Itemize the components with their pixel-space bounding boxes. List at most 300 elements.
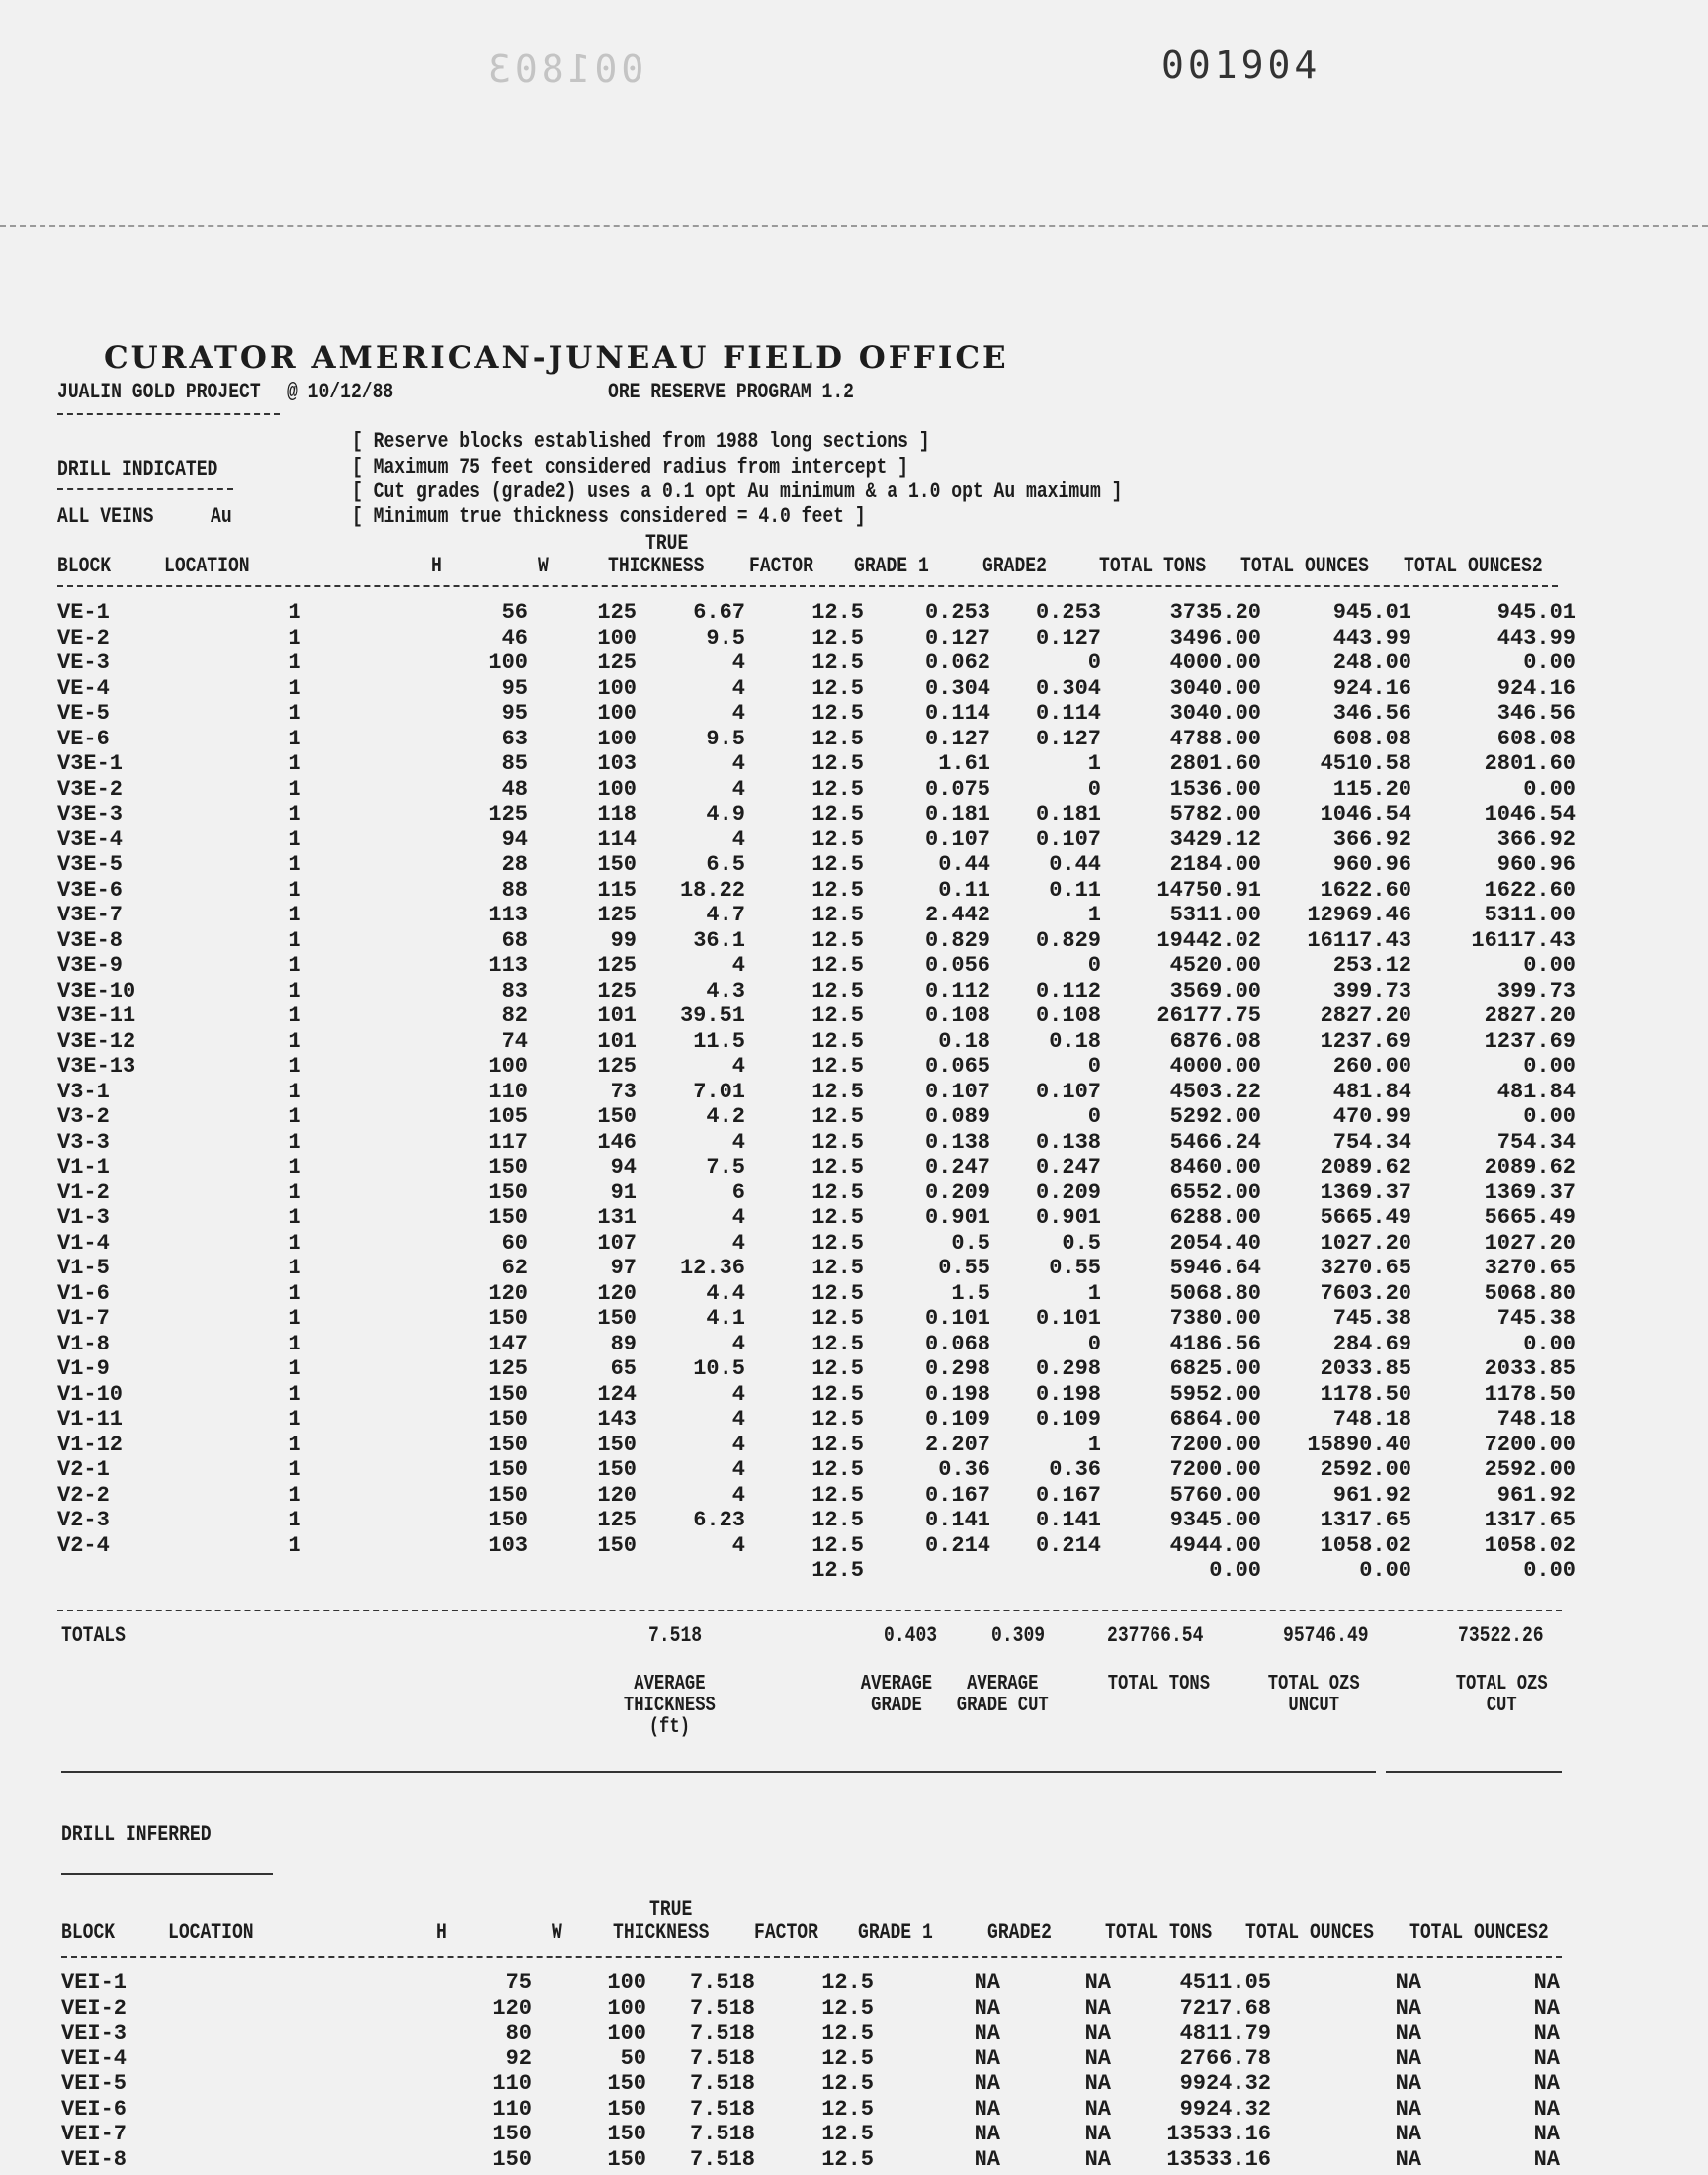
- report-date: @ 10/12/88: [287, 380, 394, 404]
- cell-location: 1: [288, 1482, 301, 1508]
- cell-thickness: 4: [731, 751, 745, 776]
- cell-factor: 12.5: [811, 1205, 864, 1230]
- cell-location: 1: [288, 1028, 301, 1054]
- cell-total-ounces2: 960.96: [1496, 852, 1576, 877]
- cell-h: 113: [488, 903, 528, 927]
- cell-grade2: NA: [1084, 1995, 1111, 2021]
- indicated-table: [57, 600, 1576, 1584]
- cell-total-tons: 3040.00: [1169, 701, 1261, 726]
- cell-w: 150: [607, 2146, 646, 2172]
- cell-h: 150: [488, 1508, 528, 1532]
- cell-factor: 12.5: [811, 1532, 864, 1558]
- cell-thickness: 4.7: [706, 903, 745, 927]
- cell-total-tons: 19442.02: [1156, 927, 1261, 953]
- cell-location: 1: [288, 953, 301, 978]
- cell-thickness: 6: [731, 1179, 745, 1205]
- cell-thickness: 4: [731, 776, 745, 802]
- cell-total-ounces: 2033.85: [1320, 1356, 1411, 1381]
- cell-block: V3E-12: [57, 1028, 136, 1054]
- metal-label: Au: [211, 504, 232, 529]
- cell-w: 89: [610, 1331, 637, 1356]
- cell-location: 1: [288, 1003, 301, 1028]
- cell-total-ounces2: NA: [1533, 1995, 1560, 2021]
- table-row: [57, 777, 1576, 803]
- cell-factor: 12.5: [811, 1331, 864, 1356]
- cell-grade1: 0.209: [924, 1179, 990, 1205]
- cell-thickness: 7.518: [689, 1970, 755, 1995]
- cell-h: 92: [505, 2045, 532, 2071]
- col-h: H: [431, 554, 442, 578]
- cell-total-ounces2: 0.00: [1523, 651, 1576, 675]
- cell-h: 95: [501, 675, 528, 701]
- cell-grade2: NA: [1084, 2096, 1111, 2122]
- cell-total-ounces2: 1027.20: [1484, 1230, 1576, 1256]
- cell-grade1: 1.61: [938, 751, 990, 776]
- cell-block: V1-6: [57, 1280, 110, 1306]
- cell-w: 101: [597, 1028, 637, 1054]
- cell-location: 1: [288, 1457, 301, 1482]
- cell-total-tons: 9924.32: [1179, 2071, 1271, 2096]
- cell-w: 125: [597, 903, 637, 927]
- cell-location: 1: [288, 600, 301, 625]
- col-total-ounces2: TOTAL OUNCES2: [1404, 554, 1543, 578]
- cell-location: 1: [288, 826, 301, 852]
- cell-total-tons: 2801.60: [1169, 751, 1261, 776]
- cell-location: 1: [288, 903, 301, 927]
- table-row: [57, 878, 1576, 904]
- cell-total-ounces: 961.92: [1332, 1482, 1411, 1508]
- cell-grade2: 0.247: [1035, 1155, 1101, 1179]
- page-fold-line: [0, 225, 1708, 227]
- cell-thickness: 4: [731, 1331, 745, 1356]
- col-factor: FACTOR: [749, 554, 813, 578]
- cell-w: [528, 1558, 637, 1584]
- cell-total-ounces: 2089.62: [1320, 1155, 1411, 1179]
- cell-total-ounces2: NA: [1533, 2021, 1560, 2045]
- inferred-underline: [61, 1873, 273, 1875]
- cell-total-ounces2: 1317.65: [1484, 1508, 1576, 1532]
- cell-grade2: NA: [1084, 2021, 1111, 2045]
- cell-total-ounces: NA: [1395, 1970, 1421, 1995]
- table-row: [57, 827, 1576, 853]
- cell-block: VE-4: [57, 675, 110, 701]
- cell-thickness: 12.36: [679, 1256, 745, 1280]
- cell-total-ounces2: 924.16: [1496, 675, 1576, 701]
- cell-h: 82: [501, 1003, 528, 1028]
- cell-grade1: NA: [974, 2071, 1000, 2096]
- col-w: W: [538, 554, 549, 578]
- cell-grade1: 0.127: [924, 726, 990, 751]
- cell-factor: 12.5: [811, 903, 864, 927]
- cell-h: 85: [501, 751, 528, 776]
- cell-block: V3-2: [57, 1104, 110, 1129]
- cell-location: 1: [288, 1129, 301, 1155]
- cell-factor: 12.5: [811, 1054, 864, 1079]
- cell-location: [166, 1558, 423, 1584]
- cell-total-tons: 3569.00: [1169, 978, 1261, 1003]
- table-row: [57, 953, 1576, 979]
- cell-block: VE-3: [57, 651, 110, 675]
- cell-total-ounces2: 2033.85: [1484, 1356, 1576, 1381]
- cell-grade1: 0.11: [938, 877, 990, 903]
- cell-thickness: 4: [731, 701, 745, 726]
- cell-total-ounces2: 0.00: [1523, 776, 1576, 802]
- cell-location: 1: [288, 701, 301, 726]
- cell-factor: 12.5: [811, 826, 864, 852]
- cell-thickness: [637, 1558, 745, 1584]
- cell-block: V1-9: [57, 1356, 110, 1381]
- cell-h: 103: [488, 1532, 528, 1558]
- cell-total-tons: 7380.00: [1169, 1306, 1261, 1331]
- cell-thickness: 4: [731, 826, 745, 852]
- cell-total-ounces2: NA: [1533, 2146, 1560, 2172]
- table-row: [57, 751, 1576, 777]
- totals-avg-grade: 0.403: [884, 1623, 938, 1648]
- table-row: [57, 1281, 1576, 1307]
- cell-block: VEI-3: [61, 2021, 128, 2045]
- cell-location: [170, 2097, 427, 2123]
- note-line: [ Minimum true thickness considered = 4.0 feet ]: [352, 504, 866, 529]
- totals-label: TOTALS: [61, 1623, 126, 1648]
- cell-h: 150: [492, 2146, 532, 2172]
- cell-w: 124: [597, 1381, 637, 1407]
- cell-location: 1: [288, 1205, 301, 1230]
- cell-block: V1-11: [57, 1407, 124, 1432]
- table-row: [61, 1996, 1560, 2022]
- cell-thickness: 11.5: [693, 1028, 745, 1054]
- cell-total-ounces2: 748.18: [1496, 1407, 1576, 1432]
- cell-total-tons: 4186.56: [1169, 1331, 1261, 1356]
- cell-grade1: 0.138: [924, 1129, 990, 1155]
- cell-thickness: 18.22: [679, 877, 745, 903]
- note-line: [ Maximum 75 feet considered radius from intercept ]: [352, 455, 908, 479]
- cell-w: 100: [607, 1995, 646, 2021]
- cell-h: 80: [505, 2021, 532, 2045]
- caption-avg-thickness: AVERAGE THICKNESS (ft): [623, 1673, 716, 1739]
- cell-h: 117: [488, 1129, 528, 1155]
- cell-block: V1-8: [57, 1331, 110, 1356]
- cell-block: VE-5: [57, 701, 110, 726]
- cell-w: 146: [597, 1129, 637, 1155]
- cell-h: 110: [488, 1079, 528, 1104]
- cell-block: V3E-11: [57, 1003, 136, 1028]
- cell-total-tons: 5946.64: [1169, 1256, 1261, 1280]
- cell-total-ounces: 924.16: [1332, 675, 1411, 701]
- table-row: [57, 1558, 1576, 1584]
- cell-grade2: 0.107: [1035, 1079, 1101, 1104]
- cell-grade2: 0.18: [1049, 1028, 1101, 1054]
- cell-thickness: 7.518: [689, 2146, 755, 2172]
- table-row: [57, 1080, 1576, 1105]
- table-row: [57, 1332, 1576, 1357]
- cell-grade1: NA: [974, 2021, 1000, 2045]
- cell-location: 1: [288, 1532, 301, 1558]
- col-thickness: THICKNESS: [613, 1920, 710, 1945]
- cell-total-ounces: 745.38: [1332, 1306, 1411, 1331]
- cell-location: 1: [288, 625, 301, 651]
- cell-block: V1-2: [57, 1179, 110, 1205]
- cell-location: 1: [288, 751, 301, 776]
- cell-thickness: 7.01: [693, 1079, 745, 1104]
- report-title: CURATOR AMERICAN-JUNEAU FIELD OFFICE: [104, 340, 1009, 376]
- cell-total-tons: 4511.05: [1179, 1970, 1271, 1995]
- cell-factor: 12.5: [811, 1381, 864, 1407]
- cell-location: 1: [288, 1306, 301, 1331]
- cell-h: 150: [488, 1482, 528, 1508]
- cell-location: 1: [288, 1407, 301, 1432]
- cell-thickness: 4: [731, 1432, 745, 1457]
- cell-w: 131: [597, 1205, 637, 1230]
- cell-thickness: 39.51: [679, 1003, 745, 1028]
- cell-location: 1: [288, 978, 301, 1003]
- totals-avg-thickness: 7.518: [648, 1623, 703, 1648]
- header-underline: [57, 413, 280, 415]
- cell-grade1: 0.114: [924, 701, 990, 726]
- cell-thickness: 4: [731, 1054, 745, 1079]
- cell-grade2: 0.107: [1035, 826, 1101, 852]
- cell-w: 100: [597, 675, 637, 701]
- cell-block: VEI-6: [61, 2096, 128, 2122]
- cell-h: [423, 1558, 528, 1584]
- cell-total-ounces: 4510.58: [1320, 751, 1411, 776]
- cell-total-ounces: 248.00: [1332, 651, 1411, 675]
- table-row: [57, 1306, 1576, 1332]
- cell-factor: 12.5: [811, 751, 864, 776]
- section-rule-right: [1386, 1771, 1562, 1773]
- cell-thickness: 4: [731, 1457, 745, 1482]
- cell-thickness: 7.518: [689, 2071, 755, 2096]
- cell-total-ounces: 346.56: [1332, 701, 1411, 726]
- cell-grade2: NA: [1084, 2071, 1111, 2096]
- cell-grade1: 0.901: [924, 1205, 990, 1230]
- cell-total-ounces2: 961.92: [1496, 1482, 1576, 1508]
- cell-grade1: 0.108: [924, 1003, 990, 1028]
- col-total-tons: TOTAL TONS: [1099, 554, 1207, 578]
- table-row: [57, 928, 1576, 954]
- cell-total-ounces2: 0.00: [1523, 1558, 1576, 1583]
- table-row: [57, 676, 1576, 702]
- cell-grade2: 0.11: [1049, 877, 1101, 903]
- cell-total-ounces2: 7200.00: [1484, 1432, 1576, 1457]
- cell-w: 125: [597, 1508, 637, 1532]
- cell-total-ounces2: NA: [1533, 2122, 1560, 2146]
- cell-w: 125: [597, 1054, 637, 1079]
- cell-total-tons: 5760.00: [1169, 1482, 1261, 1508]
- cell-h: 46: [501, 625, 528, 651]
- table-row: [57, 1054, 1576, 1080]
- cell-factor: 12.5: [811, 978, 864, 1003]
- cell-total-tons: 4944.00: [1169, 1532, 1261, 1558]
- cell-grade2: 0: [1087, 1331, 1101, 1356]
- cell-thickness: 4: [731, 1205, 745, 1230]
- cell-location: 1: [288, 1432, 301, 1457]
- cell-total-ounces: 399.73: [1332, 978, 1411, 1003]
- cell-total-tons: 6552.00: [1169, 1179, 1261, 1205]
- cell-factor: 12.5: [811, 1457, 864, 1482]
- cell-w: 65: [610, 1356, 637, 1381]
- cell-total-ounces2: NA: [1533, 2045, 1560, 2071]
- cell-total-ounces2: 1237.69: [1484, 1028, 1576, 1054]
- cell-h: 150: [488, 1457, 528, 1482]
- cell-total-ounces: 284.69: [1332, 1331, 1411, 1356]
- cell-factor: 12.5: [821, 2096, 874, 2122]
- cell-block: VE-1: [57, 600, 110, 625]
- cell-grade2: 1: [1087, 1432, 1101, 1457]
- cell-total-ounces2: 2801.60: [1484, 751, 1576, 776]
- cell-total-ounces2: 443.99: [1496, 625, 1576, 651]
- caption-ozs-cut: TOTAL OZS CUT: [1455, 1673, 1548, 1717]
- col-true: TRUE: [649, 1897, 693, 1922]
- cell-h: 125: [488, 1356, 528, 1381]
- cell-w: 100: [597, 726, 637, 751]
- cell-block: V1-10: [57, 1381, 124, 1407]
- col-location: LOCATION: [168, 1920, 254, 1945]
- cell-total-tons: 4000.00: [1169, 1054, 1261, 1079]
- cell-total-tons: 4503.22: [1169, 1079, 1261, 1104]
- note-line: [ Cut grades (grade2) uses a 0.1 opt Au minimum & a 1.0 opt Au maximum ]: [352, 479, 1123, 504]
- cell-block: VEI-5: [61, 2071, 128, 2096]
- cell-h: 63: [501, 726, 528, 751]
- cell-grade2: 0: [1087, 953, 1101, 978]
- cell-grade2: 0.5: [1062, 1230, 1101, 1256]
- cell-factor: 12.5: [821, 2045, 874, 2071]
- cell-location: 1: [288, 776, 301, 802]
- cell-grade2: NA: [1084, 2045, 1111, 2071]
- cell-total-ounces: 115.20: [1332, 776, 1411, 802]
- cell-thickness: 4.9: [706, 802, 745, 826]
- cell-block: VE-6: [57, 726, 110, 751]
- cell-h: 150: [488, 1432, 528, 1457]
- cell-grade1: 0.198: [924, 1381, 990, 1407]
- cell-total-ounces: 0.00: [1359, 1558, 1411, 1583]
- cell-total-tons: 14750.91: [1156, 877, 1261, 903]
- col-total-ounces2: TOTAL OUNCES2: [1409, 1920, 1549, 1945]
- cell-w: 150: [597, 1104, 637, 1129]
- cell-total-ounces2: 366.92: [1496, 826, 1576, 852]
- cell-total-ounces: NA: [1395, 1995, 1421, 2021]
- cell-block: V3-3: [57, 1129, 110, 1155]
- cell-grade2: 0.901: [1035, 1205, 1101, 1230]
- cell-location: 1: [288, 1079, 301, 1104]
- cell-total-tons: 9345.00: [1169, 1508, 1261, 1532]
- cell-thickness: 10.5: [693, 1356, 745, 1381]
- cell-block: V1-3: [57, 1205, 110, 1230]
- cell-total-ounces2: 2827.20: [1484, 1003, 1576, 1028]
- table-row: [57, 1231, 1576, 1257]
- caption-avg-grade-cut: AVERAGE GRADE CUT: [956, 1673, 1049, 1717]
- cell-location: 1: [288, 1508, 301, 1532]
- cell-grade2: NA: [1084, 1970, 1111, 1995]
- cell-thickness: 4: [731, 675, 745, 701]
- cell-total-tons: 6876.08: [1169, 1028, 1261, 1054]
- cell-total-ounces2: 5665.49: [1484, 1205, 1576, 1230]
- program-name: ORE RESERVE PROGRAM 1.2: [608, 380, 854, 404]
- cell-grade1: 0.075: [924, 776, 990, 802]
- cell-grade2: 0.214: [1035, 1532, 1101, 1558]
- cell-location: 1: [288, 1230, 301, 1256]
- cell-total-ounces2: 1369.37: [1484, 1179, 1576, 1205]
- table-row: [57, 1382, 1576, 1408]
- cell-factor: 12.5: [811, 1280, 864, 1306]
- cell-block: V2-3: [57, 1508, 110, 1532]
- cell-total-tons: 5952.00: [1169, 1381, 1261, 1407]
- cell-total-ounces: 960.96: [1332, 852, 1411, 877]
- cell-total-tons: 0.00: [1209, 1558, 1261, 1583]
- cell-grade2: 0.114: [1035, 701, 1101, 726]
- cell-total-ounces2: 399.73: [1496, 978, 1576, 1003]
- cell-w: 91: [610, 1179, 637, 1205]
- cell-grade1: 0.36: [938, 1457, 990, 1482]
- table-row: [57, 1104, 1576, 1130]
- cell-location: [170, 2021, 427, 2046]
- cell-grade1: 0.109: [924, 1407, 990, 1432]
- cell-grade2: 0.181: [1035, 802, 1101, 826]
- cell-total-ounces: 16117.43: [1307, 927, 1411, 953]
- cell-thickness: 4.1: [706, 1306, 745, 1331]
- cell-total-ounces: 608.08: [1332, 726, 1411, 751]
- cell-total-ounces: 253.12: [1332, 953, 1411, 978]
- cell-grade1: 0.247: [924, 1155, 990, 1179]
- cell-h: 110: [492, 2096, 532, 2122]
- cell-block: V3-1: [57, 1079, 110, 1104]
- cell-factor: 12.5: [811, 852, 864, 877]
- cell-total-ounces: 7603.20: [1320, 1280, 1411, 1306]
- cell-block: V3E-9: [57, 953, 124, 978]
- cell-w: 125: [597, 978, 637, 1003]
- cell-grade1: 0.304: [924, 675, 990, 701]
- cell-block: V2-1: [57, 1457, 110, 1482]
- cell-grade2: 0.304: [1035, 675, 1101, 701]
- cell-factor: 12.5: [811, 927, 864, 953]
- cell-total-tons: 9924.32: [1179, 2096, 1271, 2122]
- cell-h: 60: [501, 1230, 528, 1256]
- cell-total-ounces: NA: [1395, 2045, 1421, 2071]
- cell-total-ounces2: 608.08: [1496, 726, 1576, 751]
- cell-w: 97: [610, 1256, 637, 1280]
- col-location: LOCATION: [164, 554, 250, 578]
- cell-w: 150: [597, 852, 637, 877]
- cell-factor: 12.5: [811, 1129, 864, 1155]
- cell-total-ounces: NA: [1395, 2096, 1421, 2122]
- inferred-table: [61, 1970, 1560, 2172]
- cell-factor: 12.5: [811, 1230, 864, 1256]
- cell-w: 120: [597, 1482, 637, 1508]
- cell-total-tons: 3040.00: [1169, 675, 1261, 701]
- cell-total-tons: 1536.00: [1169, 776, 1261, 802]
- cell-total-tons: 2054.40: [1169, 1230, 1261, 1256]
- cell-block: V2-2: [57, 1482, 110, 1508]
- cell-total-tons: 6825.00: [1169, 1356, 1261, 1381]
- table-row: [57, 1003, 1576, 1029]
- cell-w: 100: [597, 625, 637, 651]
- cell-grade1: 0.107: [924, 1079, 990, 1104]
- table-row: [61, 2122, 1560, 2147]
- cell-total-ounces: 1237.69: [1320, 1028, 1411, 1054]
- cell-location: 1: [288, 675, 301, 701]
- table-row: [57, 600, 1576, 626]
- cell-location: 1: [288, 1280, 301, 1306]
- cell-factor: 12.5: [821, 1995, 874, 2021]
- caption-ozs-uncut: TOTAL OZS UNCUT: [1267, 1673, 1360, 1717]
- cell-factor: 12.5: [811, 1558, 864, 1583]
- cell-w: 115: [597, 877, 637, 903]
- cell-block: VEI-1: [61, 1970, 128, 1995]
- cell-grade1: 0.065: [924, 1054, 990, 1079]
- cell-w: 125: [597, 651, 637, 675]
- cell-total-tons: 3429.12: [1169, 826, 1261, 852]
- cell-thickness: 9.5: [706, 625, 745, 651]
- cell-w: 118: [597, 802, 637, 826]
